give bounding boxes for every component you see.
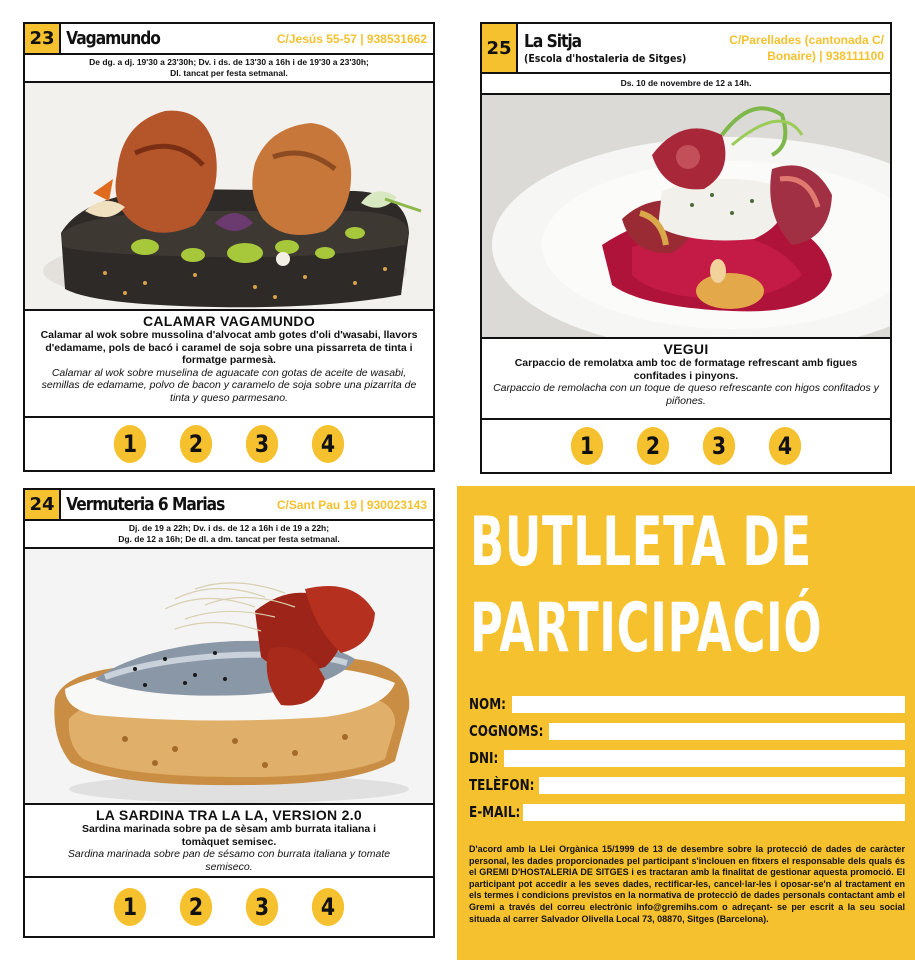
card-number-badge: 23	[25, 24, 61, 53]
vote-option-3[interactable]: 3	[703, 427, 735, 465]
opening-hours: Dj. de 19 a 22h; Dv. i ds. de 12 a 16h i de 19 a 22h; Dg. de 12 a 16h; De dl. a dm. tancat per festa setmanal.	[25, 521, 433, 549]
restaurant-name-block	[518, 31, 713, 65]
vote-option-1[interactable]: 1	[114, 425, 146, 463]
restaurant-card-25	[480, 22, 892, 474]
restaurant-name: Vermuteria 6 Marias	[66, 494, 225, 515]
dish-description-es: Carpaccio de remolacha con un toque de queso refrescante con higos confitados y piñones.	[493, 382, 879, 407]
restaurant-name: Vagamundo	[66, 28, 160, 49]
form-title-line-2: PARTICIPACIÓ	[470, 589, 823, 668]
legal-notice: D'acord amb la Llei Orgànica 15/1999 de 13 de desembre sobre la protecció de dades de caràcter personal, les dades proporcionades pel participant s'inclouen en fitxers el responsable dels quals és el GREMI D'HOSTALERIA DE SITGES i es tractaran amb la finalitat de gestionar aquesta promoció. El participant pot accedir a les seves dades, rectificar-les, cancel·lar-les i oposar-se'n al tractament en els termes i condicions previstos en la normativa de protecció de dades personals contactant amb el Gremi a través del correu electrònic info@gremihs.com o adreçant- se per escrit a la seu social situada al carrer Salvador Olivella Local 73, 08870, Sitges (Barcelona).	[469, 844, 905, 924]
dni-input[interactable]	[504, 750, 905, 767]
vote-option-1[interactable]: 1	[114, 888, 146, 926]
restaurant-name: La Sitja	[524, 31, 582, 52]
sardina-dish-image	[25, 549, 433, 805]
vote-option-2[interactable]: 2	[637, 427, 669, 465]
dish-photo	[482, 95, 890, 339]
card-number-badge: 24	[25, 490, 61, 519]
phone-label: TELÈFON:	[469, 776, 535, 794]
vote-option-3[interactable]: 3	[246, 425, 278, 463]
form-title-line-1: BUTLLETA DE	[470, 503, 812, 582]
dni-field	[469, 748, 905, 768]
dish-description-ca: Carpaccio de remolatxa amb toc de formatage refrescant amb figues confitades i pinyons.	[514, 357, 858, 382]
phone-field	[469, 775, 905, 795]
card-header	[25, 24, 433, 55]
card-number-badge: 25	[482, 24, 518, 72]
dish-photo	[25, 549, 433, 805]
dish-title: CALAMAR VAGAMUNDO	[142, 313, 316, 329]
name-field	[469, 694, 905, 714]
dish-title: LA SARDINA TRA LA LA, VERSION 2.0	[95, 807, 363, 823]
participation-form	[457, 486, 915, 960]
vote-options	[25, 416, 433, 470]
card-header	[25, 490, 433, 521]
dish-photo	[25, 83, 433, 311]
email-field	[469, 802, 905, 822]
restaurant-address: C/Parellades (cantonada C/ Bonaire) | 938111100	[729, 33, 884, 63]
opening-hours: De dg. a dj. 19'30 a 23'30h; Dv. i ds. de 13'30 a 16h i de 19'30 a 23'30h; Dl. tancat per festa setmanal.	[25, 55, 433, 83]
surname-input[interactable]	[549, 723, 905, 740]
vote-option-1[interactable]: 1	[571, 427, 603, 465]
restaurant-subname: (Escola d'hostaleria de Sitges)	[524, 52, 687, 65]
dish-description-ca: Calamar al wok sobre mussolina d'alvocat amb gotes d'oli d'wasabi, llavors d'edamame, pols de bacó i caramel de soja sobre una pissarreta de tinta i formatge parmesà.	[40, 329, 418, 366]
email-label: E-MAIL:	[469, 803, 521, 821]
vote-option-4[interactable]: 4	[312, 425, 344, 463]
dish-description-ca: Sardina marinada sobre pa de sèsam amb burrata italiana i tomàquet semisec.	[81, 823, 377, 848]
phone-input[interactable]	[539, 777, 905, 794]
card-header	[482, 24, 890, 74]
restaurant-card-24	[23, 488, 435, 938]
vote-options	[482, 418, 890, 472]
vote-option-4[interactable]: 4	[312, 888, 344, 926]
surname-label: COGNOMS:	[469, 722, 544, 740]
opening-hours: Ds. 10 de novembre de 12 a 14h.	[482, 74, 890, 95]
email-input[interactable]	[523, 804, 905, 821]
name-input[interactable]	[512, 696, 905, 713]
vote-option-4[interactable]: 4	[769, 427, 801, 465]
calamar-dish-image	[25, 83, 433, 311]
surname-field	[469, 721, 905, 741]
dish-title: VEGUI	[663, 341, 709, 357]
dni-label: DNI:	[469, 749, 499, 767]
vote-option-2[interactable]: 2	[180, 425, 212, 463]
restaurant-card-23	[23, 22, 435, 472]
restaurant-address: C/Sant Pau 19 | 930023143	[276, 498, 427, 512]
vegui-dish-image	[482, 95, 890, 339]
vote-option-2[interactable]: 2	[180, 888, 212, 926]
dish-description-es: Calamar al wok sobre muselina de aguacate con gotas de aceite de wasabi, semillas de edamame, polvo de bacon y caramelo de soja sobre una pizarrita de tinta y queso parmesano.	[41, 366, 417, 404]
dish-description-es: Sardina marinada sobre pan de sésamo con burrata italiana y tomate semiseco.	[67, 848, 391, 873]
name-label: NOM:	[469, 695, 506, 713]
restaurant-address: C/Jesús 55-57 | 938531662	[276, 32, 427, 46]
vote-options	[25, 876, 433, 936]
vote-option-3[interactable]: 3	[246, 888, 278, 926]
